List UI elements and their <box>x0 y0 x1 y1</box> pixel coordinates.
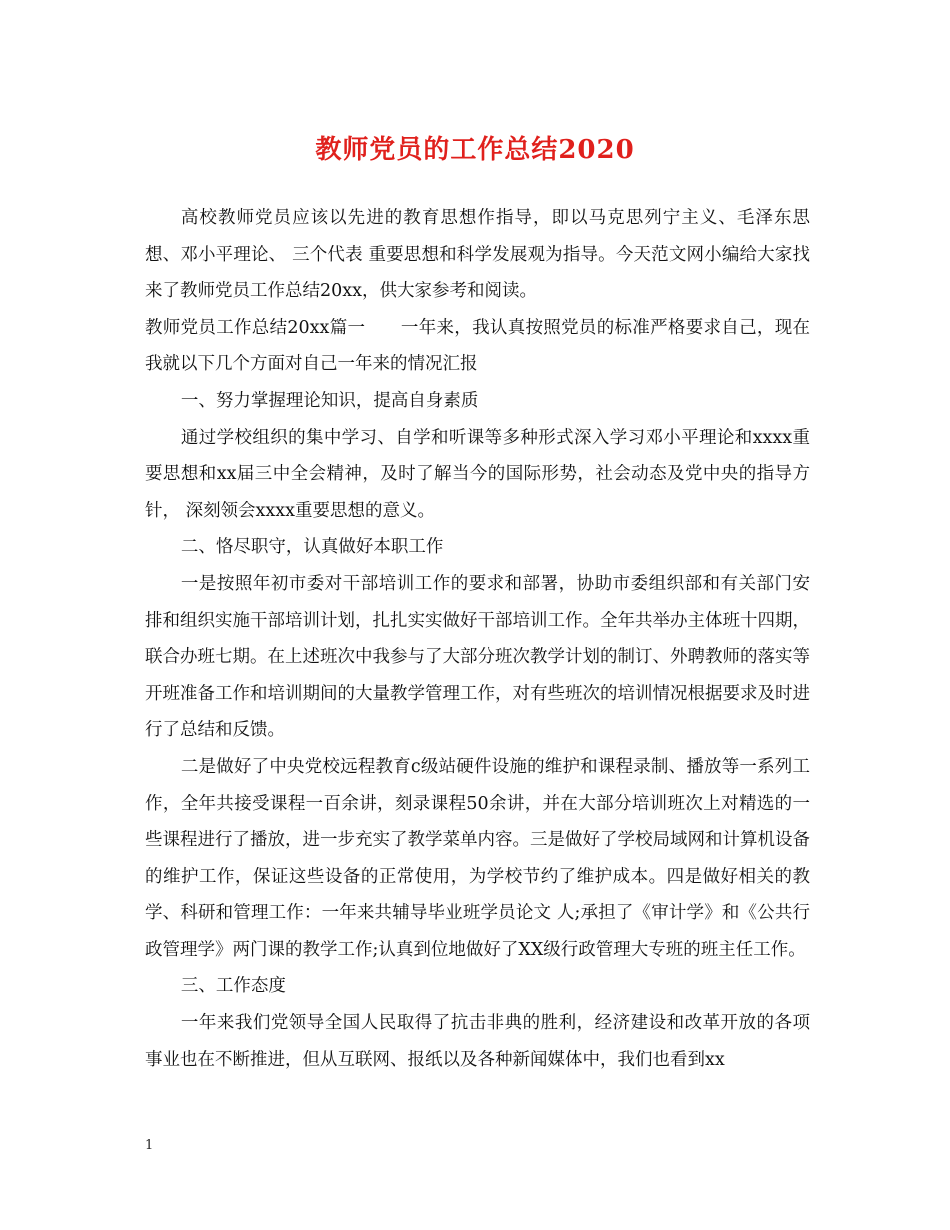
document-body <box>145 200 810 1078</box>
paragraph-duty-two: 二是做好了中央党校远程教育c级站硬件设施的维护和课程录制、播放等一系列工作，全年共接受课程一百余讲，刻录课程50余讲，并在大部分培训班次上对精选的一些课程进行了播放，进一步充实了教学菜单内容。三是做好了学校局域网和计算机设备的维护工作，保证这些设备的正常使用，为学校节约了维护成本。四是做好相关的教学、科研和管理工作：一年来共辅导毕业班学员论文 人;承担了《审计学》和《公共行政管理学》两门课的教学工作;认真到位地做好了XX级行政管理大专班的班主任工作。 <box>145 756 810 960</box>
paragraph-section-header: 教师党员工作总结20xx篇一 一年来，我认真按照党员的标准严格要求自己，现在我就以下几个方面对自己一年来的情况汇报 <box>145 317 810 375</box>
heading-theory: 一、努力掌握理论知识，提高自身素质 <box>180 390 479 411</box>
heading-attitude: 三、工作态度 <box>180 976 286 997</box>
paragraph-duty-one: 一是按照年初市委对干部培训工作的要求和部署，协助市委组织部和有关部门安排和组织实施干部培训计划，扎扎实实做好干部培训工作。全年共举办主体班十四期，联合办班七期。在上述班次中我参与了大部分班次教学计划的制订、外聘教师的落实等开班准备工作和培训期间的大量教学管理工作，对有些班次的培训情况根据要求及时进行了总结和反馈。 <box>145 573 810 741</box>
page-number: 1 <box>145 1138 154 1153</box>
paragraph-theory: 通过学校组织的集中学习、自学和听课等多种形式深入学习邓小平理论和xxxx重要思想和xx届三中全会精神，及时了解当今的国际形势，社会动态及党中央的指导方针， 深刻领会xxxx重要思想的意义。 <box>145 427 810 521</box>
paragraph-attitude: 一年来我们党领导全国人民取得了抗击非典的胜利，经济建设和改革开放的各项事业也在不断推进，但从互联网、报纸以及各种新闻媒体中，我们也看到xx <box>145 1013 810 1070</box>
heading-duty: 二、恪尽职守，认真做好本职工作 <box>180 537 444 558</box>
paragraph-intro: 高校教师党员应该以先进的教育思想作指导，即以马克思列宁主义、毛泽东思想、邓小平理论、 三个代表 重要思想和科学发展观为指导。今天范文网小编给大家找来了教师党员工作总结20xx，供大家参考和阅读。 <box>145 208 810 302</box>
document-title: 教师党员的工作总结2020 <box>315 135 635 165</box>
